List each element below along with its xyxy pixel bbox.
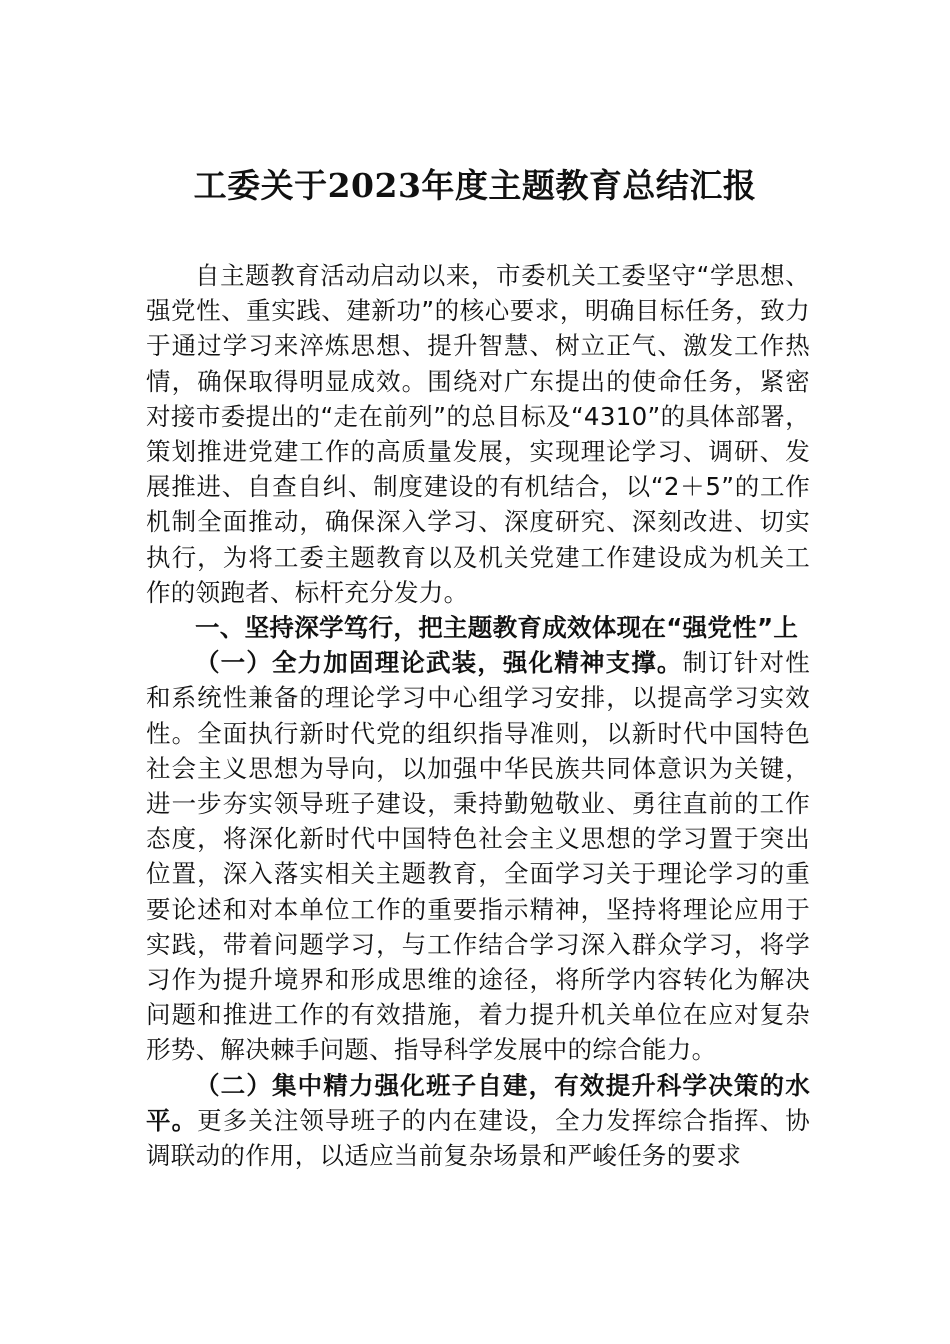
document-body xyxy=(146,258,810,1173)
subsection-2-heading: （二）集中精力强化班子自建，有效提升科学决策的水平。 xyxy=(146,1070,810,1135)
section-heading-1-text: 一、坚持深学笃行，把主题教育成效体现在“强党性”上 xyxy=(195,613,799,643)
paragraph-subsection-2 xyxy=(146,1068,810,1174)
paragraph-subsection-1 xyxy=(146,645,810,1067)
subsection-1-text: 制订针对性和系统性兼备的理论学习中心组学习安排，以提高学习实效性。全面执行新时代党的组织指导准则，以新时代中国特色社会主义思想为导向，以加强中华民族共同体意识为关键，进一步夯实领导班子建设，秉持勤勉敬业、勇往直前的工作态度，将深化新时代中国特色社会主义思想的学习置于突出位置，深入落实相关主题教育，全面学习关于理论学习的重要论述和对本单位工作的重要指示精神，坚持将理论应用于实践，带着问题学习，与工作结合学习深入群众学习，将学习作为提升境界和形成思维的途径，将所学内容转化为解决问题和推进工作的有效措施，着力提升机关单位在应对复杂形势、解决棘手问题、指导科学发展中的综合能力。 xyxy=(146,648,811,1065)
paragraph-intro xyxy=(146,258,810,610)
paragraph-intro-text: 自主题教育活动启动以来，市委机关工委坚守“学思想、强党性、重实践、建新功”的核心要求，明确目标任务，致力于通过学习来淬炼思想、提升智慧、树立正气、激发工作热情，确保取得明显成效。围绕对广东提出的使命任务，紧密对接市委提出的“走在前列”的总目标及“4310”的具体部署，策划推进党建工作的高质量发展，实现理论学习、调研、发展推进、自查自纠、制度建设的有机结合，以“2＋5”的工作机制全面推动，确保深入学习、深度研究、深刻改进、切实执行，为将工委主题教育以及机关党建工作建设成为机关工作的领跑者、标杆充分发力。 xyxy=(146,261,810,607)
subsection-1-heading: （一）全力加固理论武装，强化精神支撑。 xyxy=(195,648,683,678)
subsection-2-text: 更多关注领导班子的内在建设，全力发挥综合指挥、协调联动的作用，以适应当前复杂场景和严峻任务的要求 xyxy=(146,1105,810,1171)
document-title: 工委关于2023年度主题教育总结汇报 xyxy=(193,166,757,205)
section-heading-1 xyxy=(146,610,810,645)
